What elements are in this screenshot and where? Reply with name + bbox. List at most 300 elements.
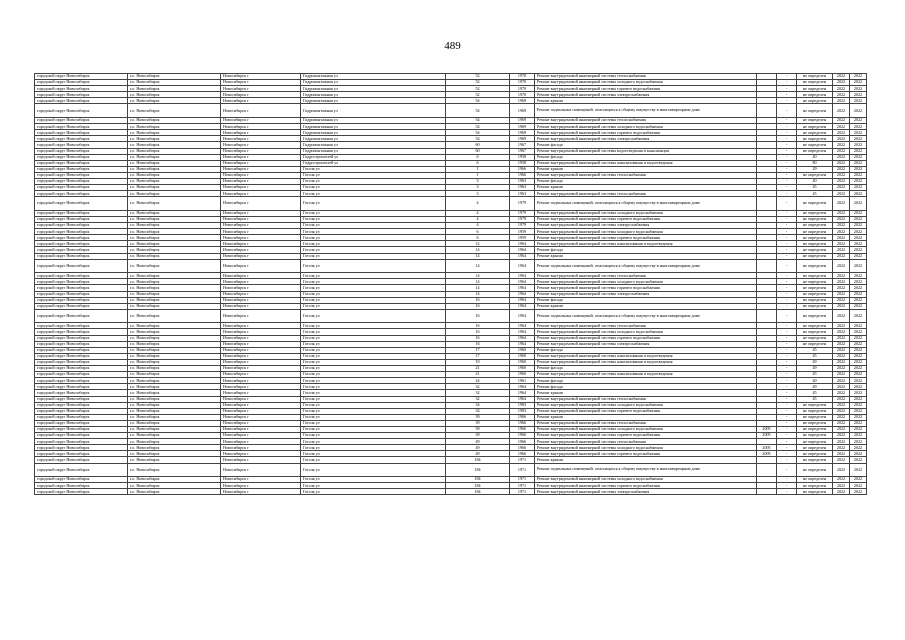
cell-plan-year-end: 2022 — [850, 191, 867, 197]
cell-plan-year-end: 2022 — [850, 172, 867, 178]
cell-settlement: г.о. Новосибирск — [128, 372, 221, 378]
cell-plan-year-end: 2022 — [850, 323, 867, 329]
cell-city: Новосибирск г — [221, 433, 301, 439]
cell-work-type: Ремонт фасада — [535, 154, 757, 160]
cell-plan-year-start: 2022 — [833, 347, 850, 353]
cell-dash: - — [777, 273, 797, 279]
cell-plan-year-end: 2022 — [850, 366, 867, 372]
cell-street: Гидромонтажная ул — [301, 148, 446, 154]
cell-plan-year-end: 2022 — [850, 297, 867, 303]
cell-street: Гоголя ул — [301, 197, 446, 211]
cell-street: Гоголя ул — [301, 489, 446, 495]
cell-build-year: 1964 — [510, 285, 535, 291]
cell-street: Гоголя ул — [301, 335, 446, 341]
cell-city: Новосибирск г — [221, 235, 301, 241]
cell-municipality: городской округ Новосибирск — [35, 439, 128, 445]
cell-work-type: Ремонт внутридомовой инженерной системы канализования и водоотведения — [535, 359, 757, 365]
cell-settlement: г.о. Новосибирск — [128, 130, 221, 136]
cell-plan-year-start: 2022 — [833, 185, 850, 191]
cell-build-year: 1964 — [510, 396, 535, 402]
cell-build-year: 1966 — [510, 414, 535, 420]
cell-build-year: 1963 — [510, 185, 535, 191]
cell-plan-year-start: 2022 — [833, 142, 850, 148]
cell-municipality: городской округ Новосибирск — [35, 148, 128, 154]
cell-city: Новосибирск г — [221, 273, 301, 279]
cell-street: Гоголя ул — [301, 420, 446, 426]
cell-dash: - — [777, 463, 797, 477]
cell-service-life: 45 — [797, 353, 833, 359]
cell-plan-year-start: 2022 — [833, 253, 850, 259]
cell-dash: - — [777, 179, 797, 185]
cell-house-number: 184 — [446, 489, 510, 495]
cell-street: Гоголя ул — [301, 291, 446, 297]
cell-municipality: городской округ Новосибирск — [35, 378, 128, 384]
cell-service-life: не определен — [797, 210, 833, 216]
cell-plan-year-start: 2022 — [833, 414, 850, 420]
cell-settlement: г.о. Новосибирск — [128, 259, 221, 273]
cell-house-number: 3 — [446, 191, 510, 197]
cell-settlement: г.о. Новосибирск — [128, 329, 221, 335]
cell-city: Новосибирск г — [221, 402, 301, 408]
cell-street: Гоголя ул — [301, 477, 446, 483]
cell-plan-year-end: 2022 — [850, 259, 867, 273]
cell-municipality: городской округ Новосибирск — [35, 142, 128, 148]
cell-plan-year-end: 2022 — [850, 426, 867, 432]
cell-work-type: Ремонт фасада — [535, 179, 757, 185]
cell-house-number: 32 — [446, 396, 510, 402]
cell-plan-year-start: 2022 — [833, 426, 850, 432]
cell-work-type: Ремонт фасада — [535, 347, 757, 353]
cell-dash: - — [777, 279, 797, 285]
cell-service-life: 45 — [797, 372, 833, 378]
cell-settlement: г.о. Новосибирск — [128, 273, 221, 279]
cell-house-number: 52 — [446, 74, 510, 80]
cell-municipality: городской округ Новосибирск — [35, 347, 128, 353]
cell-settlement: г.о. Новосибирск — [128, 223, 221, 229]
cell-city: Новосибирск г — [221, 166, 301, 172]
cell-municipality: городской округ Новосибирск — [35, 402, 128, 408]
cell-settlement: г.о. Новосибирск — [128, 451, 221, 457]
cell-municipality: городской округ Новосибирск — [35, 323, 128, 329]
cell-dash: - — [777, 253, 797, 259]
cell-plan-year-end: 2022 — [850, 303, 867, 309]
cell-build-year: 1967 — [510, 142, 535, 148]
cell-build-year: 1969 — [510, 136, 535, 142]
cell-municipality: городской округ Новосибирск — [35, 291, 128, 297]
cell-dash: - — [777, 353, 797, 359]
cell-work-type: Ремонт внутридомовой инженерной системы горячего водоснабжения — [535, 483, 757, 489]
cell-service-life: не определен — [797, 445, 833, 451]
cell-build-year: 1967 — [510, 148, 535, 154]
cell-municipality: городской округ Новосибирск — [35, 408, 128, 414]
cell-street: Гидромонтажная ул — [301, 80, 446, 86]
cell-municipality: городской округ Новосибирск — [35, 420, 128, 426]
cell-house-number: 14 — [446, 273, 510, 279]
cell-service-life: не определен — [797, 285, 833, 291]
cell-municipality: городской округ Новосибирск — [35, 433, 128, 439]
cell-plan-year-start: 2022 — [833, 160, 850, 166]
cell-plan-year-start: 2022 — [833, 259, 850, 273]
cell-plan-year-end: 2022 — [850, 477, 867, 483]
cell-house-number: 14 — [446, 253, 510, 259]
cell-dash: - — [777, 185, 797, 191]
cell-dash: - — [777, 366, 797, 372]
cell-plan-year-end: 2022 — [850, 92, 867, 98]
cell-service-life: 49 — [797, 359, 833, 365]
cell-dash: - — [777, 148, 797, 154]
cell-plan-year-end: 2022 — [850, 384, 867, 390]
cell-settlement: г.о. Новосибирск — [128, 359, 221, 365]
cell-municipality: городской округ Новосибирск — [35, 335, 128, 341]
cell-street: Гидромонтажная ул — [301, 104, 446, 118]
cell-dash: - — [777, 118, 797, 124]
cell-city: Новосибирск г — [221, 297, 301, 303]
cell-dash: - — [777, 402, 797, 408]
cell-work-type: Ремонт внутридомовой инженерной системы водоотведения и канализации — [535, 148, 757, 154]
cell-city: Новосибирск г — [221, 489, 301, 495]
cell-settlement: г.о. Новосибирск — [128, 323, 221, 329]
cell-service-life: не определен — [797, 414, 833, 420]
cell-plan-year-start: 2022 — [833, 323, 850, 329]
cell-plan-year-start: 2022 — [833, 148, 850, 154]
cell-last-repair-year — [757, 463, 777, 477]
cell-street: Гидромонтажная ул — [301, 92, 446, 98]
cell-build-year: 1960 — [510, 347, 535, 353]
cell-municipality: городской округ Новосибирск — [35, 130, 128, 136]
cell-build-year: 1958 — [510, 154, 535, 160]
cell-work-type: Ремонт крыши — [535, 390, 757, 396]
cell-build-year: 1979 — [510, 216, 535, 222]
cell-build-year: 1979 — [510, 223, 535, 229]
cell-dash: - — [777, 160, 797, 166]
cell-plan-year-end: 2022 — [850, 154, 867, 160]
cell-work-type: Ремонт внутридомовой инженерной системы холодного водоснабжения — [535, 80, 757, 86]
cell-dash: - — [777, 303, 797, 309]
cell-municipality: городской округ Новосибирск — [35, 359, 128, 365]
cell-build-year: 1963 — [510, 191, 535, 197]
cell-dash: - — [777, 74, 797, 80]
cell-street: Гоголя ул — [301, 297, 446, 303]
cell-street: Гидромонтажная ул — [301, 74, 446, 80]
cell-plan-year-end: 2022 — [850, 86, 867, 92]
cell-city: Новосибирск г — [221, 259, 301, 273]
cell-house-number: 39 — [446, 426, 510, 432]
cell-dash: - — [777, 483, 797, 489]
cell-plan-year-start: 2022 — [833, 477, 850, 483]
cell-dash: - — [777, 197, 797, 211]
cell-service-life: не определен — [797, 130, 833, 136]
cell-service-life: не определен — [797, 247, 833, 253]
cell-plan-year-start: 2022 — [833, 166, 850, 172]
cell-street: Гидростроителей ул — [301, 160, 446, 166]
cell-city: Новосибирск г — [221, 463, 301, 477]
cell-build-year: 1971 — [510, 489, 535, 495]
cell-work-type: Ремонт крыши — [535, 166, 757, 172]
cell-dash: - — [777, 347, 797, 353]
cell-house-number: 184 — [446, 463, 510, 477]
cell-settlement: г.о. Новосибирск — [128, 80, 221, 86]
cell-dash: - — [777, 124, 797, 130]
cell-dash: - — [777, 166, 797, 172]
cell-city: Новосибирск г — [221, 285, 301, 291]
cell-street: Гоголя ул — [301, 353, 446, 359]
cell-street: Гидромонтажная ул — [301, 130, 446, 136]
cell-work-type: Ремонт крыши — [535, 414, 757, 420]
cell-work-type: Ремонт внутридомовой инженерной системы горячего водоснабжения — [535, 130, 757, 136]
cell-dash: - — [777, 216, 797, 222]
cell-city: Новосибирск г — [221, 136, 301, 142]
cell-house-number: 52 — [446, 80, 510, 86]
cell-street: Гоголя ул — [301, 185, 446, 191]
cell-street: Гоголя ул — [301, 433, 446, 439]
cell-settlement: г.о. Новосибирск — [128, 414, 221, 420]
cell-city: Новосибирск г — [221, 279, 301, 285]
cell-build-year: 1966 — [510, 451, 535, 457]
cell-street: Гоголя ул — [301, 229, 446, 235]
cell-plan-year-end: 2022 — [850, 390, 867, 396]
cell-work-type: Ремонт крыши — [535, 185, 757, 191]
cell-build-year: 1970 — [510, 92, 535, 98]
cell-dash: - — [777, 445, 797, 451]
cell-service-life: не определен — [797, 273, 833, 279]
cell-street: Гоголя ул — [301, 223, 446, 229]
cell-plan-year-start: 2022 — [833, 335, 850, 341]
cell-municipality: городской округ Новосибирск — [35, 353, 128, 359]
cell-plan-year-start: 2022 — [833, 273, 850, 279]
cell-municipality: городской округ Новосибирск — [35, 104, 128, 118]
cell-city: Новосибирск г — [221, 341, 301, 347]
cell-settlement: г.о. Новосибирск — [128, 136, 221, 142]
cell-house-number: 34 — [446, 408, 510, 414]
cell-house-number: 6 — [446, 154, 510, 160]
cell-plan-year-start: 2022 — [833, 86, 850, 92]
cell-service-life: не определен — [797, 402, 833, 408]
cell-municipality: городской округ Новосибирск — [35, 229, 128, 235]
cell-service-life: не определен — [797, 142, 833, 148]
cell-city: Новосибирск г — [221, 291, 301, 297]
cell-plan-year-start: 2022 — [833, 74, 850, 80]
cell-city: Новосибирск г — [221, 420, 301, 426]
cell-plan-year-start: 2022 — [833, 457, 850, 463]
cell-plan-year-start: 2022 — [833, 329, 850, 335]
cell-plan-year-start: 2022 — [833, 179, 850, 185]
cell-plan-year-start: 2022 — [833, 124, 850, 130]
cell-municipality: городской округ Новосибирск — [35, 303, 128, 309]
cell-settlement: г.о. Новосибирск — [128, 197, 221, 211]
cell-house-number: 12 — [446, 241, 510, 247]
cell-municipality: городской округ Новосибирск — [35, 426, 128, 432]
cell-settlement: г.о. Новосибирск — [128, 457, 221, 463]
cell-work-type: Ремонт внутридомовой инженерной системы теплоснабжения — [535, 396, 757, 402]
cell-house-number: 184 — [446, 457, 510, 463]
cell-house-number: 54 — [446, 124, 510, 130]
cell-build-year: 1960 — [510, 359, 535, 365]
cell-street: Гоголя ул — [301, 191, 446, 197]
cell-municipality: городской округ Новосибирск — [35, 179, 128, 185]
cell-work-type: Ремонт подвальных помещений, относящихся к общему имуществу в многоквартирном доме — [535, 309, 757, 323]
cell-plan-year-start: 2022 — [833, 130, 850, 136]
cell-dash: - — [777, 223, 797, 229]
cell-settlement: г.о. Новосибирск — [128, 426, 221, 432]
cell-city: Новосибирск г — [221, 124, 301, 130]
cell-service-life: не определен — [797, 420, 833, 426]
cell-municipality: городской округ Новосибирск — [35, 309, 128, 323]
cell-plan-year-start: 2022 — [833, 172, 850, 178]
cell-plan-year-start: 2022 — [833, 483, 850, 489]
cell-municipality: городской округ Новосибирск — [35, 451, 128, 457]
cell-plan-year-end: 2022 — [850, 335, 867, 341]
cell-build-year: 1959 — [510, 235, 535, 241]
cell-service-life: 45 — [797, 347, 833, 353]
cell-settlement: г.о. Новосибирск — [128, 154, 221, 160]
cell-settlement: г.о. Новосибирск — [128, 353, 221, 359]
cell-service-life: не определен — [797, 463, 833, 477]
cell-municipality: городской округ Новосибирск — [35, 445, 128, 451]
cell-settlement: г.о. Новосибирск — [128, 148, 221, 154]
cell-service-life: не определен — [797, 104, 833, 118]
cell-street: Гоголя ул — [301, 372, 446, 378]
page-number: 489 — [444, 40, 461, 52]
cell-service-life: не определен — [797, 229, 833, 235]
cell-street: Гоголя ул — [301, 303, 446, 309]
cell-plan-year-end: 2022 — [850, 347, 867, 353]
cell-plan-year-end: 2022 — [850, 457, 867, 463]
cell-work-type: Ремонт внутридомовой инженерной системы горячего водоснабжения — [535, 86, 757, 92]
cell-municipality: городской округ Новосибирск — [35, 396, 128, 402]
cell-street: Гоголя ул — [301, 457, 446, 463]
cell-municipality: городской округ Новосибирск — [35, 210, 128, 216]
cell-city: Новосибирск г — [221, 439, 301, 445]
cell-plan-year-start: 2022 — [833, 341, 850, 347]
cell-work-type: Ремонт внутридомовой инженерной системы электроснабжения — [535, 92, 757, 98]
cell-work-type: Ремонт внутридомовой инженерной системы теплоснабжения — [535, 273, 757, 279]
cell-work-type: Ремонт фасада — [535, 378, 757, 384]
cell-city: Новосибирск г — [221, 154, 301, 160]
cell-city: Новосибирск г — [221, 309, 301, 323]
cell-work-type: Ремонт внутридомовой инженерной системы холодного водоснабжения — [535, 329, 757, 335]
cell-settlement: г.о. Новосибирск — [128, 92, 221, 98]
cell-plan-year-start: 2022 — [833, 136, 850, 142]
cell-municipality: городской округ Новосибирск — [35, 166, 128, 172]
cell-street: Гоголя ул — [301, 439, 446, 445]
cell-city: Новосибирск г — [221, 247, 301, 253]
cell-build-year: 1969 — [510, 124, 535, 130]
cell-municipality: городской округ Новосибирск — [35, 172, 128, 178]
cell-dash: - — [777, 420, 797, 426]
cell-house-number: 16 — [446, 341, 510, 347]
cell-municipality: городской округ Новосибирск — [35, 92, 128, 98]
cell-municipality: городской округ Новосибирск — [35, 223, 128, 229]
cell-municipality: городской округ Новосибирск — [35, 366, 128, 372]
cell-municipality: городской округ Новосибирск — [35, 372, 128, 378]
cell-service-life: не определен — [797, 148, 833, 154]
cell-municipality: городской округ Новосибирск — [35, 136, 128, 142]
cell-city: Новосибирск г — [221, 384, 301, 390]
cell-city: Новосибирск г — [221, 390, 301, 396]
cell-last-repair-year: 2005 — [757, 451, 777, 457]
cell-work-type: Ремонт внутридомовой инженерной системы горячего водоснабжения — [535, 216, 757, 222]
cell-settlement: г.о. Новосибирск — [128, 191, 221, 197]
cell-plan-year-end: 2022 — [850, 341, 867, 347]
cell-house-number: 54 — [446, 130, 510, 136]
cell-plan-year-start: 2022 — [833, 98, 850, 104]
cell-street: Гидромонтажная ул — [301, 118, 446, 124]
cell-dash: - — [777, 489, 797, 495]
cell-plan-year-start: 2022 — [833, 92, 850, 98]
cell-work-type: Ремонт крыши — [535, 253, 757, 259]
cell-work-type: Ремонт внутридомовой инженерной системы холодного водоснабжения — [535, 402, 757, 408]
table-body — [35, 74, 867, 495]
cell-work-type: Ремонт фасада — [535, 247, 757, 253]
cell-build-year: 1964 — [510, 329, 535, 335]
cell-house-number: 54 — [446, 104, 510, 118]
cell-service-life: не определен — [797, 329, 833, 335]
cell-plan-year-end: 2022 — [850, 402, 867, 408]
cell-settlement: г.о. Новосибирск — [128, 390, 221, 396]
cell-service-life: не определен — [797, 335, 833, 341]
cell-work-type: Ремонт внутридомовой инженерной системы теплоснабжения — [535, 74, 757, 80]
cell-house-number: 17 — [446, 353, 510, 359]
cell-plan-year-end: 2022 — [850, 118, 867, 124]
cell-settlement: г.о. Новосибирск — [128, 378, 221, 384]
cell-dash: - — [777, 396, 797, 402]
cell-plan-year-start: 2022 — [833, 241, 850, 247]
cell-house-number: 4 — [446, 210, 510, 216]
cell-plan-year-end: 2022 — [850, 74, 867, 80]
cell-work-type: Ремонт крыши — [535, 303, 757, 309]
cell-municipality: городской округ Новосибирск — [35, 197, 128, 211]
cell-plan-year-end: 2022 — [850, 372, 867, 378]
cell-plan-year-end: 2022 — [850, 483, 867, 489]
cell-street: Гоголя ул — [301, 341, 446, 347]
cell-build-year: 1966 — [510, 445, 535, 451]
cell-city: Новосибирск г — [221, 366, 301, 372]
cell-build-year: 1958 — [510, 160, 535, 166]
cell-work-type: Ремонт внутридомовой инженерной системы канализования и водоотведения — [535, 241, 757, 247]
cell-plan-year-end: 2022 — [850, 185, 867, 191]
cell-plan-year-end: 2022 — [850, 420, 867, 426]
cell-plan-year-start: 2022 — [833, 247, 850, 253]
cell-settlement: г.о. Новосибирск — [128, 477, 221, 483]
cell-house-number: 49 — [446, 439, 510, 445]
cell-service-life: не определен — [797, 86, 833, 92]
cell-plan-year-start: 2022 — [833, 433, 850, 439]
cell-plan-year-start: 2022 — [833, 303, 850, 309]
cell-plan-year-start: 2022 — [833, 378, 850, 384]
cell-city: Новосибирск г — [221, 445, 301, 451]
cell-house-number: 1 — [446, 172, 510, 178]
cell-street: Гоголя ул — [301, 463, 446, 477]
cell-dash: - — [777, 86, 797, 92]
cell-last-repair-year: 2005 — [757, 426, 777, 432]
cell-house-number: 16 — [446, 335, 510, 341]
cell-dash: - — [777, 359, 797, 365]
cell-work-type: Ремонт внутридомовой инженерной системы теплоснабжения — [535, 420, 757, 426]
cell-house-number: 60 — [446, 142, 510, 148]
cell-settlement: г.о. Новосибирск — [128, 104, 221, 118]
cell-service-life: 29 — [797, 166, 833, 172]
cell-municipality: городской округ Новосибирск — [35, 118, 128, 124]
cell-plan-year-end: 2022 — [850, 463, 867, 477]
cell-build-year: 1960 — [510, 366, 535, 372]
cell-service-life: не определен — [797, 297, 833, 303]
cell-service-life: не определен — [797, 92, 833, 98]
table-row — [35, 197, 867, 211]
cell-plan-year-end: 2022 — [850, 160, 867, 166]
cell-plan-year-end: 2022 — [850, 223, 867, 229]
cell-build-year: 1966 — [510, 420, 535, 426]
cell-service-life: не определен — [797, 197, 833, 211]
